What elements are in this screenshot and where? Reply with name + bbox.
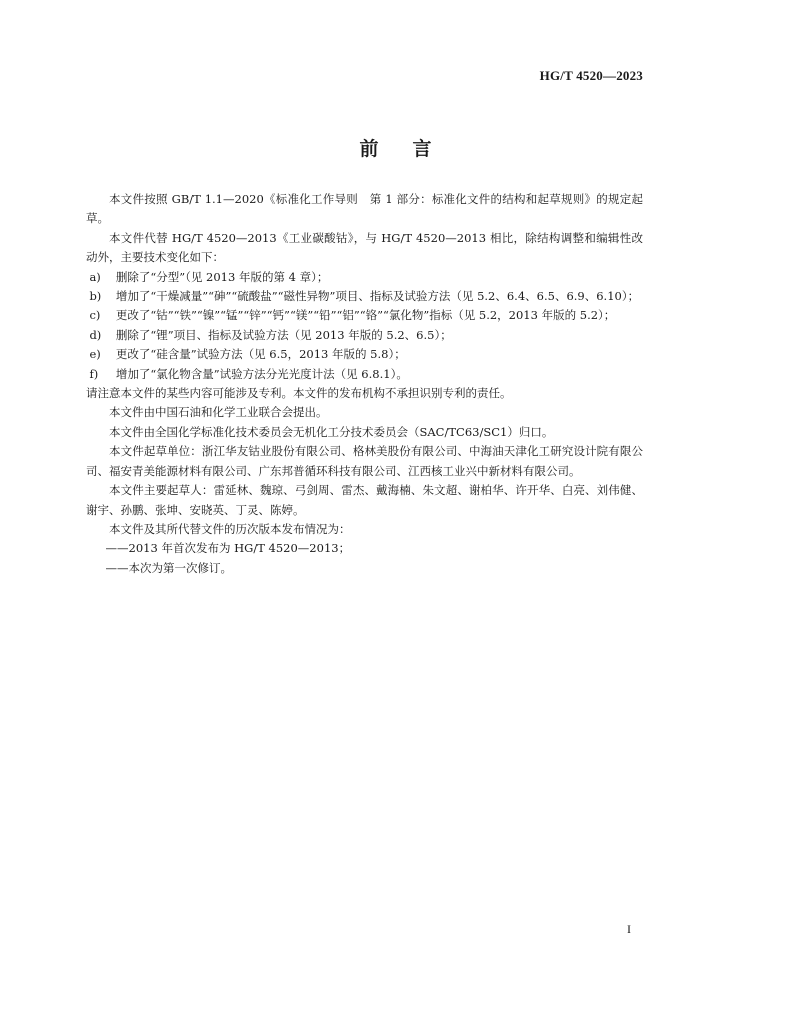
list-item: [86, 268, 643, 287]
list-item: [86, 326, 643, 345]
drafters: 本文件主要起草人：雷延林、魏琼、弓剑周、雷杰、戴海楠、朱文超、谢柏华、许开华、白亮、刘伟健、谢宇、孙鹏、张坤、安晓英、丁灵、陈婷。: [86, 483, 643, 517]
document-body: [86, 190, 643, 578]
page-title: 前言: [359, 138, 466, 160]
intro-paragraph: 本文件按照 GB/T 1.1—2020《标准化工作导则 第 1 部分：标准化文件的结构和起草规则》的规定起草。: [86, 192, 643, 226]
list-text: 增加了“氯化物含量”试验方法分光光度计法（见 6.8.1）。: [115, 366, 408, 381]
list-item: [86, 365, 643, 384]
list-marker: c): [89, 308, 101, 323]
history-item: ——2013 年首次发布为 HG/T 4520—2013；: [105, 541, 351, 556]
history-item: ——本次为第一次修订。: [105, 560, 233, 575]
replaces-paragraph: 本文件代替 HG/T 4520—2013《工业碳酸钴》，与 HG/T 4520—2013 相比，除结构调整和编辑性改动外，主要技术变化如下：: [86, 230, 643, 265]
standard-code: HG/T 4520—2023: [539, 68, 643, 83]
patent-statement: 请注意本文件的某些内容可能涉及专利。本文件的发布机构不承担识别专利的责任。: [86, 386, 512, 401]
list-item: [86, 306, 643, 325]
list-item: [86, 287, 643, 306]
list-text: 更改了“钴”“铁”“镍”“锰”“锌”“钙”“镁”“铅”“铝”“铬”“氯化物”指标（见 5.2，2013 年版的 5.2）；: [115, 308, 616, 323]
list-marker: b): [89, 289, 102, 304]
history-intro: 本文件及其所代替文件的历次版本发布情况为：: [109, 521, 351, 536]
list-marker: a): [89, 269, 101, 284]
list-text: 删除了“分型”（见 2013 年版的第 4 章）；: [115, 269, 329, 284]
list-item: [86, 345, 643, 364]
proposer-statement: 本文件由中国石油和化学工业联合会提出。: [109, 405, 328, 420]
list-text: 更改了“硅含量”试验方法（见 6.5，2013 年版的 5.8）；: [115, 347, 406, 362]
list-marker: f): [89, 366, 99, 381]
changes-list: [86, 268, 643, 384]
list-text: 删除了“锂”项目、指标及试验方法（见 2013 年版的 5.2、6.5）；: [115, 327, 452, 342]
list-text: 增加了“干燥减量”“砷”“硫酸盐”“磁性异物”项目、指标及试验方法（见 5.2、6.4、6.5、6.9、6.10）；: [115, 289, 640, 304]
drafting-units: 本文件起草单位：浙江华友钴业股份有限公司、格林美股份有限公司、中海油天津化工研究设计院有限公司、福安青美能源材料有限公司、广东邦普循环科技有限公司、江西核工业兴中新材料有限公司。: [86, 444, 643, 478]
centralizer-statement: 本文件由全国化学标准化技术委员会无机化工分技术委员会（SAC/TC63/SC1）归口。: [109, 424, 554, 439]
page-number: I: [627, 922, 631, 936]
list-marker: d): [89, 327, 102, 342]
list-marker: e): [89, 347, 101, 362]
